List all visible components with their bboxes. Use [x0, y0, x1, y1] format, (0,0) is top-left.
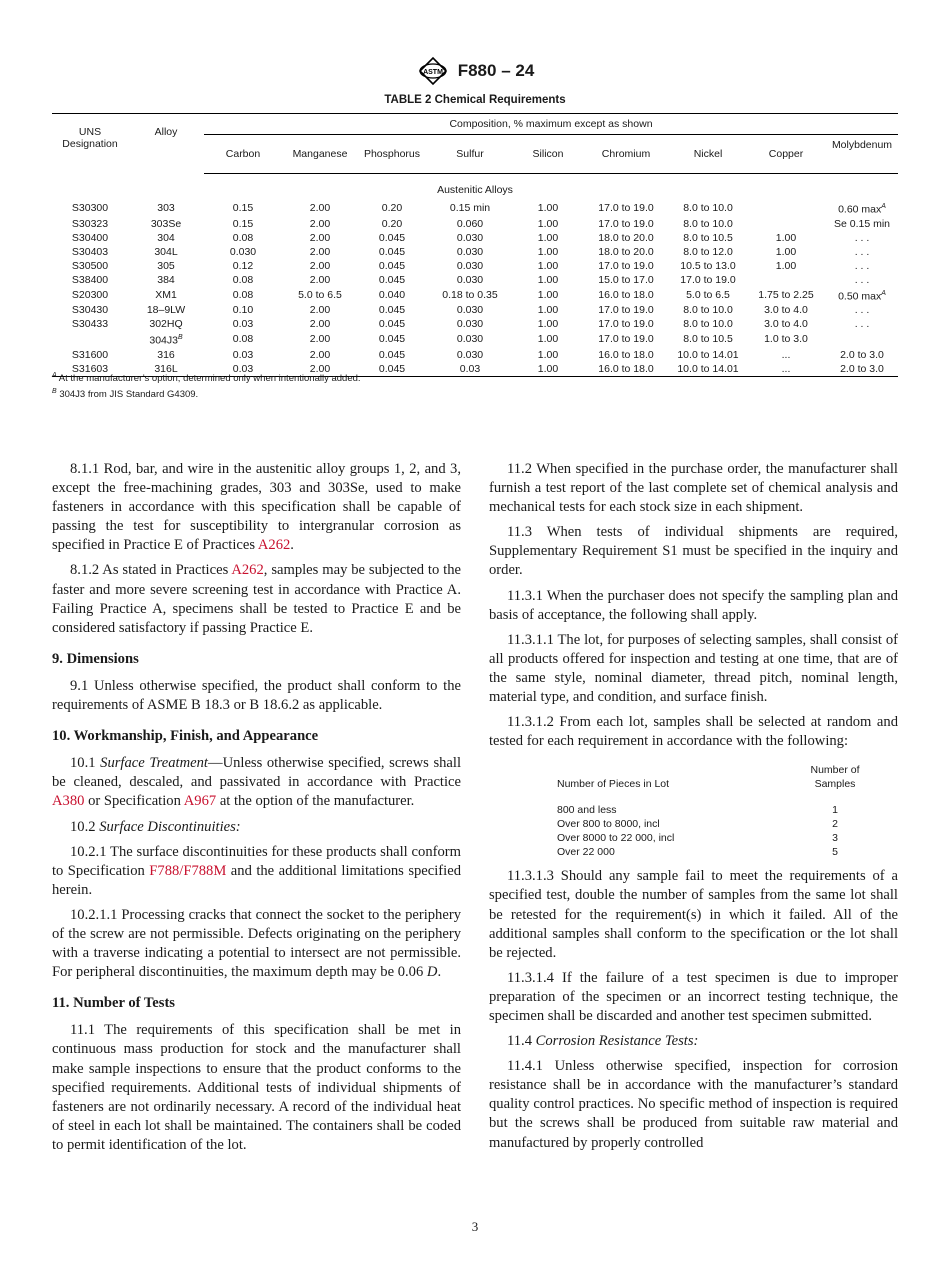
heading-10: 10. Workmanship, Finish, and Appearance [52, 728, 319, 745]
cell-silicon: 1.00 [537, 318, 559, 330]
cell-copper: 3.0 to 4.0 [764, 304, 808, 316]
cell-silicon: 1.00 [514, 362, 582, 377]
page-header [0, 56, 950, 91]
astm-logo-icon [416, 56, 450, 86]
cell-uns: S38400 [71, 273, 109, 286]
para-10-1: 10.1 Surface Treatment—Unless otherwise specified, screws shall be cleaned, descaled, and passivated in accordance with Practice A380 or Specification A967 at the option of the manufacturer. [52, 755, 462, 810]
para-11-3-1-4: 11.3.1.4 If the failure of a test specimen is due to improper preparation of the specimen or an incorrect testing technique, the specimen shall be discarded and another test specimen submitted. [489, 969, 898, 1024]
cell-molybdenum: 0.60 $\max^A$ [838, 203, 886, 216]
para-11-3-1-1: 11.3.1.1 The lot, for purposes of selecting samples, shall consist of all products offered for inspection and testing at one time, that are of the same style, nominal diameter, thread pitch, nominal length, material type, and condition, and surface finish. [489, 631, 898, 706]
table-row [52, 303, 898, 317]
cell-molybdenum: 0.50 $\max^A$ [838, 289, 886, 302]
cell-manganese: 2.00 [309, 202, 331, 215]
cell-carbon: 0.15 [232, 202, 254, 215]
cell-alloy: 304 [157, 231, 175, 244]
para-11-3: 11.3 When tests of individual shipments are required, Supplementary Requirement S1 must be specified in the inquiry and order. [489, 524, 898, 579]
col-header-nickel: Nickel [670, 135, 746, 174]
cell-molybdenum: . . . [854, 318, 870, 330]
link-a380[interactable]: A380 [52, 793, 85, 810]
footnote-a: $^A$ At the manufacturer’s option, determined only when intentionally added. [52, 372, 361, 385]
cell-copper: 1.00 [775, 245, 797, 258]
cell-sulfur: 0.03 [426, 362, 514, 377]
cell-chromium: 17.0 to 19.0 [598, 318, 654, 330]
cell-sulfur: 0.030 [456, 333, 484, 346]
cell-sulfur: 0.030 [456, 273, 484, 286]
cell-chromium: 17.0 to 19.0 [598, 259, 654, 272]
table-row [52, 217, 898, 231]
col-header-chromium: Chromium [582, 135, 670, 174]
table-row [52, 287, 898, 304]
link-f788[interactable]: F788/F788M [149, 862, 227, 879]
cell-nickel: 8.0 to 10.0 [683, 318, 733, 330]
cell-chromium: 18.0 to 20.0 [598, 231, 654, 244]
table-title: TABLE 2 Chemical Requirements [384, 94, 566, 106]
para-10-2: 10.2 Surface Discontinuities: [70, 818, 241, 835]
cell-silicon: 1.00 [537, 259, 559, 272]
cell-silicon: 1.00 [537, 231, 559, 244]
cell-copper [746, 217, 826, 231]
cell-molybdenum: 2.0 to 3.0 [840, 348, 884, 361]
cell-molybdenum [826, 331, 898, 348]
sample-row: Over 8000 to 22 000, incl 3 [557, 832, 838, 845]
cell-manganese: 2.00 [282, 362, 358, 377]
cell-sulfur: 0.15 min [449, 202, 491, 215]
para-11-4-1: 11.4.1 Unless otherwise specified, inspection for corrosion resistance shall be in accordance with the manufacturer’s standard quality control practices. No specific method of inspection is required but the screws shall be produced from suitable raw material and manufactured by properly controlled [489, 1058, 898, 1151]
cell-uns: S30400 [71, 231, 109, 244]
cell-uns: S31603 [52, 362, 128, 377]
col-header-molybdenum: Molybdenum [826, 135, 898, 174]
col-header-alloy: Alloy [128, 114, 204, 174]
cell-manganese: 2.00 [309, 304, 331, 316]
cell-carbon: 0.10 [232, 304, 254, 316]
col-header-uns: UNS Designation [52, 114, 128, 174]
para-8-1-2: 8.1.2 As stated in Practices A262, samples may be subjected to the faster and more severe screening test in accordance with Practice A. Failing Practice A, specimens shall be tested to Practice E and be considered satisfactory if passing Practice E. [52, 562, 462, 636]
cell-uns: S30323 [71, 217, 109, 230]
group-label: Austenitic Alloys [437, 184, 513, 196]
para-8-1-1: 8.1.1 Rod, bar, and wire in the austenitic alloy groups 1, 2, and 3, except the free-machining grades, 303 and 303Se, used to make fasteners in accordance with this specification shall be capable of passing the test for susceptibility to intergranular corrosion as specified in Practice E of Practices A262. [52, 461, 461, 554]
cell-molybdenum: . . . [854, 273, 870, 286]
cell-uns: S30433 [71, 318, 109, 330]
cell-carbon: 0.08 [232, 288, 254, 301]
cell-silicon: 1.00 [537, 202, 559, 215]
table-row [52, 317, 898, 331]
cell-manganese: 2.00 [309, 273, 331, 286]
table-row [52, 331, 898, 348]
cell-chromium: 17.0 to 19.0 [598, 304, 654, 316]
cell-nickel: 8.0 to 10.5 [683, 231, 733, 244]
para-11-3-1-2: 11.3.1.2 From each lot, samples shall be selected at random and tested for each requirement in accordance with the following: [489, 714, 898, 750]
cell-alloy: 384 [157, 273, 175, 286]
cell-manganese: 2.00 [309, 231, 331, 244]
footnote-b: $^B$ 304J3 from JIS Standard G4309. [52, 388, 199, 401]
cell-manganese: 2.00 [309, 348, 331, 361]
standard-designation: F880 – 24 [457, 61, 535, 80]
table-row [52, 348, 898, 362]
cell-nickel: 10.0 to 14.01 [670, 362, 746, 377]
cell-carbon: 0.08 [232, 333, 254, 346]
sample-row: 800 and less 1 [557, 804, 838, 817]
chemical-requirements-table [52, 113, 898, 377]
cell-carbon: 0.03 [204, 362, 282, 377]
cell-copper: 1.00 [775, 259, 797, 272]
para-11-3-1: 11.3.1 When the purchaser does not specify the sampling plan and basis of acceptance, the following shall apply. [489, 587, 898, 623]
cell-alloy: 303 [157, 202, 175, 215]
cell-phosphorus: 0.045 [378, 231, 406, 244]
left-column [52, 460, 461, 1161]
para-11-1: 11.1 The requirements of this specification shall be met in continuous mass production for stock and the manufacturer shall make sample inspections to ensure that the product conforms to the specified requirements. Additional tests of individual shipments of fasteners are not ordinarily necessary. A record of the individual heat of steel in each lot shall be maintained. The containers shall be coded to permit identification of the lot. [52, 1022, 461, 1153]
cell-copper: 1.0 to 3.0 [764, 333, 808, 346]
col-header-sulfur: Sulfur [426, 135, 514, 174]
cell-nickel: 5.0 to 6.5 [686, 288, 730, 301]
cell-silicon: 1.00 [537, 273, 559, 286]
sample-row: Over 22 000 5 [557, 846, 838, 859]
svg-text:ASTM: ASTM [422, 69, 443, 76]
cell-manganese: 2.00 [309, 217, 331, 230]
cell-alloy: 304L [154, 245, 178, 258]
cell-nickel: 17.0 to 19.0 [680, 273, 736, 286]
table-row [52, 200, 898, 217]
cell-uns: S20300 [71, 288, 109, 301]
col-header-silicon: Silicon [514, 135, 582, 174]
col-header-phosphorus: Phosphorus [358, 135, 426, 174]
cell-nickel: 8.0 to 10.0 [683, 304, 733, 316]
cell-uns: S30300 [71, 202, 109, 215]
cell-manganese: 5.0 to 6.5 [298, 288, 342, 301]
para-11-4: 11.4 Corrosion Resistance Tests: [507, 1033, 699, 1050]
cell-manganese: 2.00 [309, 333, 331, 346]
cell-phosphorus: 0.045 [378, 348, 406, 361]
cell-uns [52, 331, 128, 348]
cell-phosphorus: 0.045 [358, 362, 426, 377]
cell-nickel: 8.0 to 10.5 [683, 333, 733, 346]
cell-phosphorus: 0.20 [381, 202, 403, 215]
cell-molybdenum: 2.0 to 3.0 [826, 362, 898, 377]
cell-uns: S31600 [71, 348, 109, 361]
cell-uns: S30430 [71, 304, 109, 316]
cell-phosphorus: 0.045 [378, 245, 406, 258]
right-column [489, 460, 898, 1159]
cell-phosphorus: 0.045 [378, 318, 406, 330]
cell-uns: S30403 [71, 245, 109, 258]
cell-sulfur: 0.060 [456, 217, 484, 230]
cell-alloy: 18–9LW [146, 304, 186, 316]
para-11-2: 11.2 When specified in the purchase order, the manufacturer shall furnish a test report of the last complete set of chemical analysis and mechanical tests for each stock size in each shipment. [489, 461, 898, 516]
cell-copper: 1.00 [775, 231, 797, 244]
cell-chromium: 18.0 to 20.0 [598, 245, 654, 258]
col-header-carbon: Carbon [204, 135, 282, 174]
cell-chromium: 15.0 to 17.0 [598, 273, 654, 286]
cell-carbon: 0.08 [232, 273, 254, 286]
cell-sulfur: 0.030 [456, 231, 484, 244]
cell-nickel: 8.0 to 10.0 [683, 217, 733, 230]
cell-copper [746, 273, 826, 287]
cell-carbon: 0.12 [232, 259, 254, 272]
cell-phosphorus: 0.045 [378, 259, 406, 272]
link-a967[interactable]: A967 [183, 793, 217, 810]
cell-uns: S30500 [71, 259, 109, 272]
cell-phosphorus: 0.20 [381, 217, 403, 230]
cell-nickel: 10.5 to 13.0 [680, 259, 736, 272]
cell-alloy: 305 [157, 259, 175, 272]
cell-nickel: 10.0 to 14.01 [677, 348, 739, 361]
col-header-copper: Copper [746, 135, 826, 174]
cell-manganese: 2.00 [309, 259, 331, 272]
cell-silicon: 1.00 [537, 304, 559, 316]
cell-alloy: 316L [128, 362, 204, 377]
cell-alloy: 303Se [150, 217, 182, 230]
cell-carbon: 0.03 [232, 318, 254, 330]
col-header-composition: Composition, % maximum except as shown [204, 114, 898, 135]
cell-molybdenum: . . . [854, 259, 870, 272]
cell-phosphorus: 0.045 [378, 333, 406, 346]
cell-manganese: 2.00 [309, 318, 331, 330]
heading-11: 11. Number of Tests [52, 995, 175, 1012]
cell-chromium: 17.0 to 19.0 [598, 202, 654, 215]
cell-phosphorus: 0.040 [378, 288, 406, 301]
para-9-1: 9.1 Unless otherwise specified, the product shall conform to the requirements of ASME B 18.3 or B 18.6.2 as applicable. [52, 677, 461, 714]
sample-row: Over 800 to 8000, incl 2 [557, 818, 838, 831]
cell-alloy: 316 [157, 348, 175, 361]
cell-silicon: 1.00 [537, 217, 559, 230]
cell-carbon: 0.03 [232, 348, 254, 361]
cell-sulfur: 0.030 [456, 245, 484, 258]
para-10-2-1: 10.2.1 The surface discontinuities for these products shall conform to Specification F788/F788M and the additional limitations specified herein. [52, 843, 461, 898]
cell-copper: 1.75 to 2.25 [758, 288, 814, 301]
table-footnotes [52, 369, 361, 401]
cell-copper [746, 200, 826, 217]
cell-phosphorus: 0.045 [378, 273, 406, 286]
cell-chromium: 16.0 to 18.0 [582, 362, 670, 377]
cell-carbon: 0.15 [232, 217, 254, 230]
table-row [52, 273, 898, 287]
link-a262[interactable]: A262 [257, 537, 291, 554]
cell-sulfur: 0.030 [456, 304, 484, 316]
sample-col-samples: Number of Samples [810, 764, 860, 791]
cell-molybdenum: . . . [854, 304, 870, 316]
cell-molybdenum: . . . [854, 231, 870, 244]
col-header-manganese: Manganese [282, 135, 358, 174]
cell-copper: ... [781, 348, 791, 361]
cell-alloy: XM1 [155, 288, 177, 301]
para-10-2-1-1: 10.2.1.1 Processing cracks that connect the socket to the periphery of the screw are not permissible. Defects originating on the periphery with a traverse indicating a potential to intersect are not permissible. For peripheral discontinuities, the maximum depth may be 0.06 D. [52, 906, 461, 981]
cell-nickel: 8.0 to 10.0 [683, 202, 733, 215]
heading-9: 9. Dimensions [52, 650, 139, 667]
cell-silicon: 1.00 [537, 333, 559, 346]
cell-chromium: 16.0 to 18.0 [598, 288, 654, 301]
cell-molybdenum: . . . [854, 245, 870, 258]
cell-silicon: 1.00 [537, 288, 559, 301]
table-row [52, 259, 898, 273]
cell-sulfur: 0.030 [456, 348, 484, 361]
cell-silicon: 1.00 [537, 245, 559, 258]
cell-silicon: 1.00 [537, 348, 559, 361]
table-row [52, 231, 898, 245]
cell-copper: ... [746, 362, 826, 377]
cell-sulfur: 0.18 to 0.35 [442, 288, 498, 301]
page-number: 3 [471, 1219, 479, 1234]
cell-carbon: 0.08 [232, 231, 254, 244]
cell-chromium: 16.0 to 18.0 [598, 348, 654, 361]
table-row [52, 245, 898, 259]
cell-sulfur: 0.030 [456, 259, 484, 272]
para-11-3-1-3: 11.3.1.3 Should any sample fail to meet the requirements of a specified test, double the number of samples from the same lot shall be retested for the requirement(s) in which it failed. All of the additional samples shall conform to the specification or the lot shall be rejected. [489, 868, 898, 961]
cell-chromium: 17.0 to 19.0 [598, 217, 654, 230]
sample-size-table [557, 761, 898, 859]
cell-copper: 3.0 to 4.0 [764, 318, 808, 330]
cell-alloy: $304J3^B$ [149, 334, 183, 347]
sample-col-lot: Number of Pieces in Lot [557, 778, 670, 791]
cell-molybdenum: Se 0.15 min [833, 217, 891, 230]
cell-carbon: 0.030 [229, 245, 257, 258]
link-a262[interactable]: A262 [231, 562, 264, 579]
cell-manganese: 2.00 [309, 245, 331, 258]
cell-alloy: 302HQ [149, 318, 183, 330]
cell-phosphorus: 0.045 [378, 304, 406, 316]
cell-sulfur: 0.030 [456, 318, 484, 330]
cell-chromium: 17.0 to 19.0 [598, 333, 654, 346]
cell-nickel: 8.0 to 12.0 [683, 245, 733, 258]
